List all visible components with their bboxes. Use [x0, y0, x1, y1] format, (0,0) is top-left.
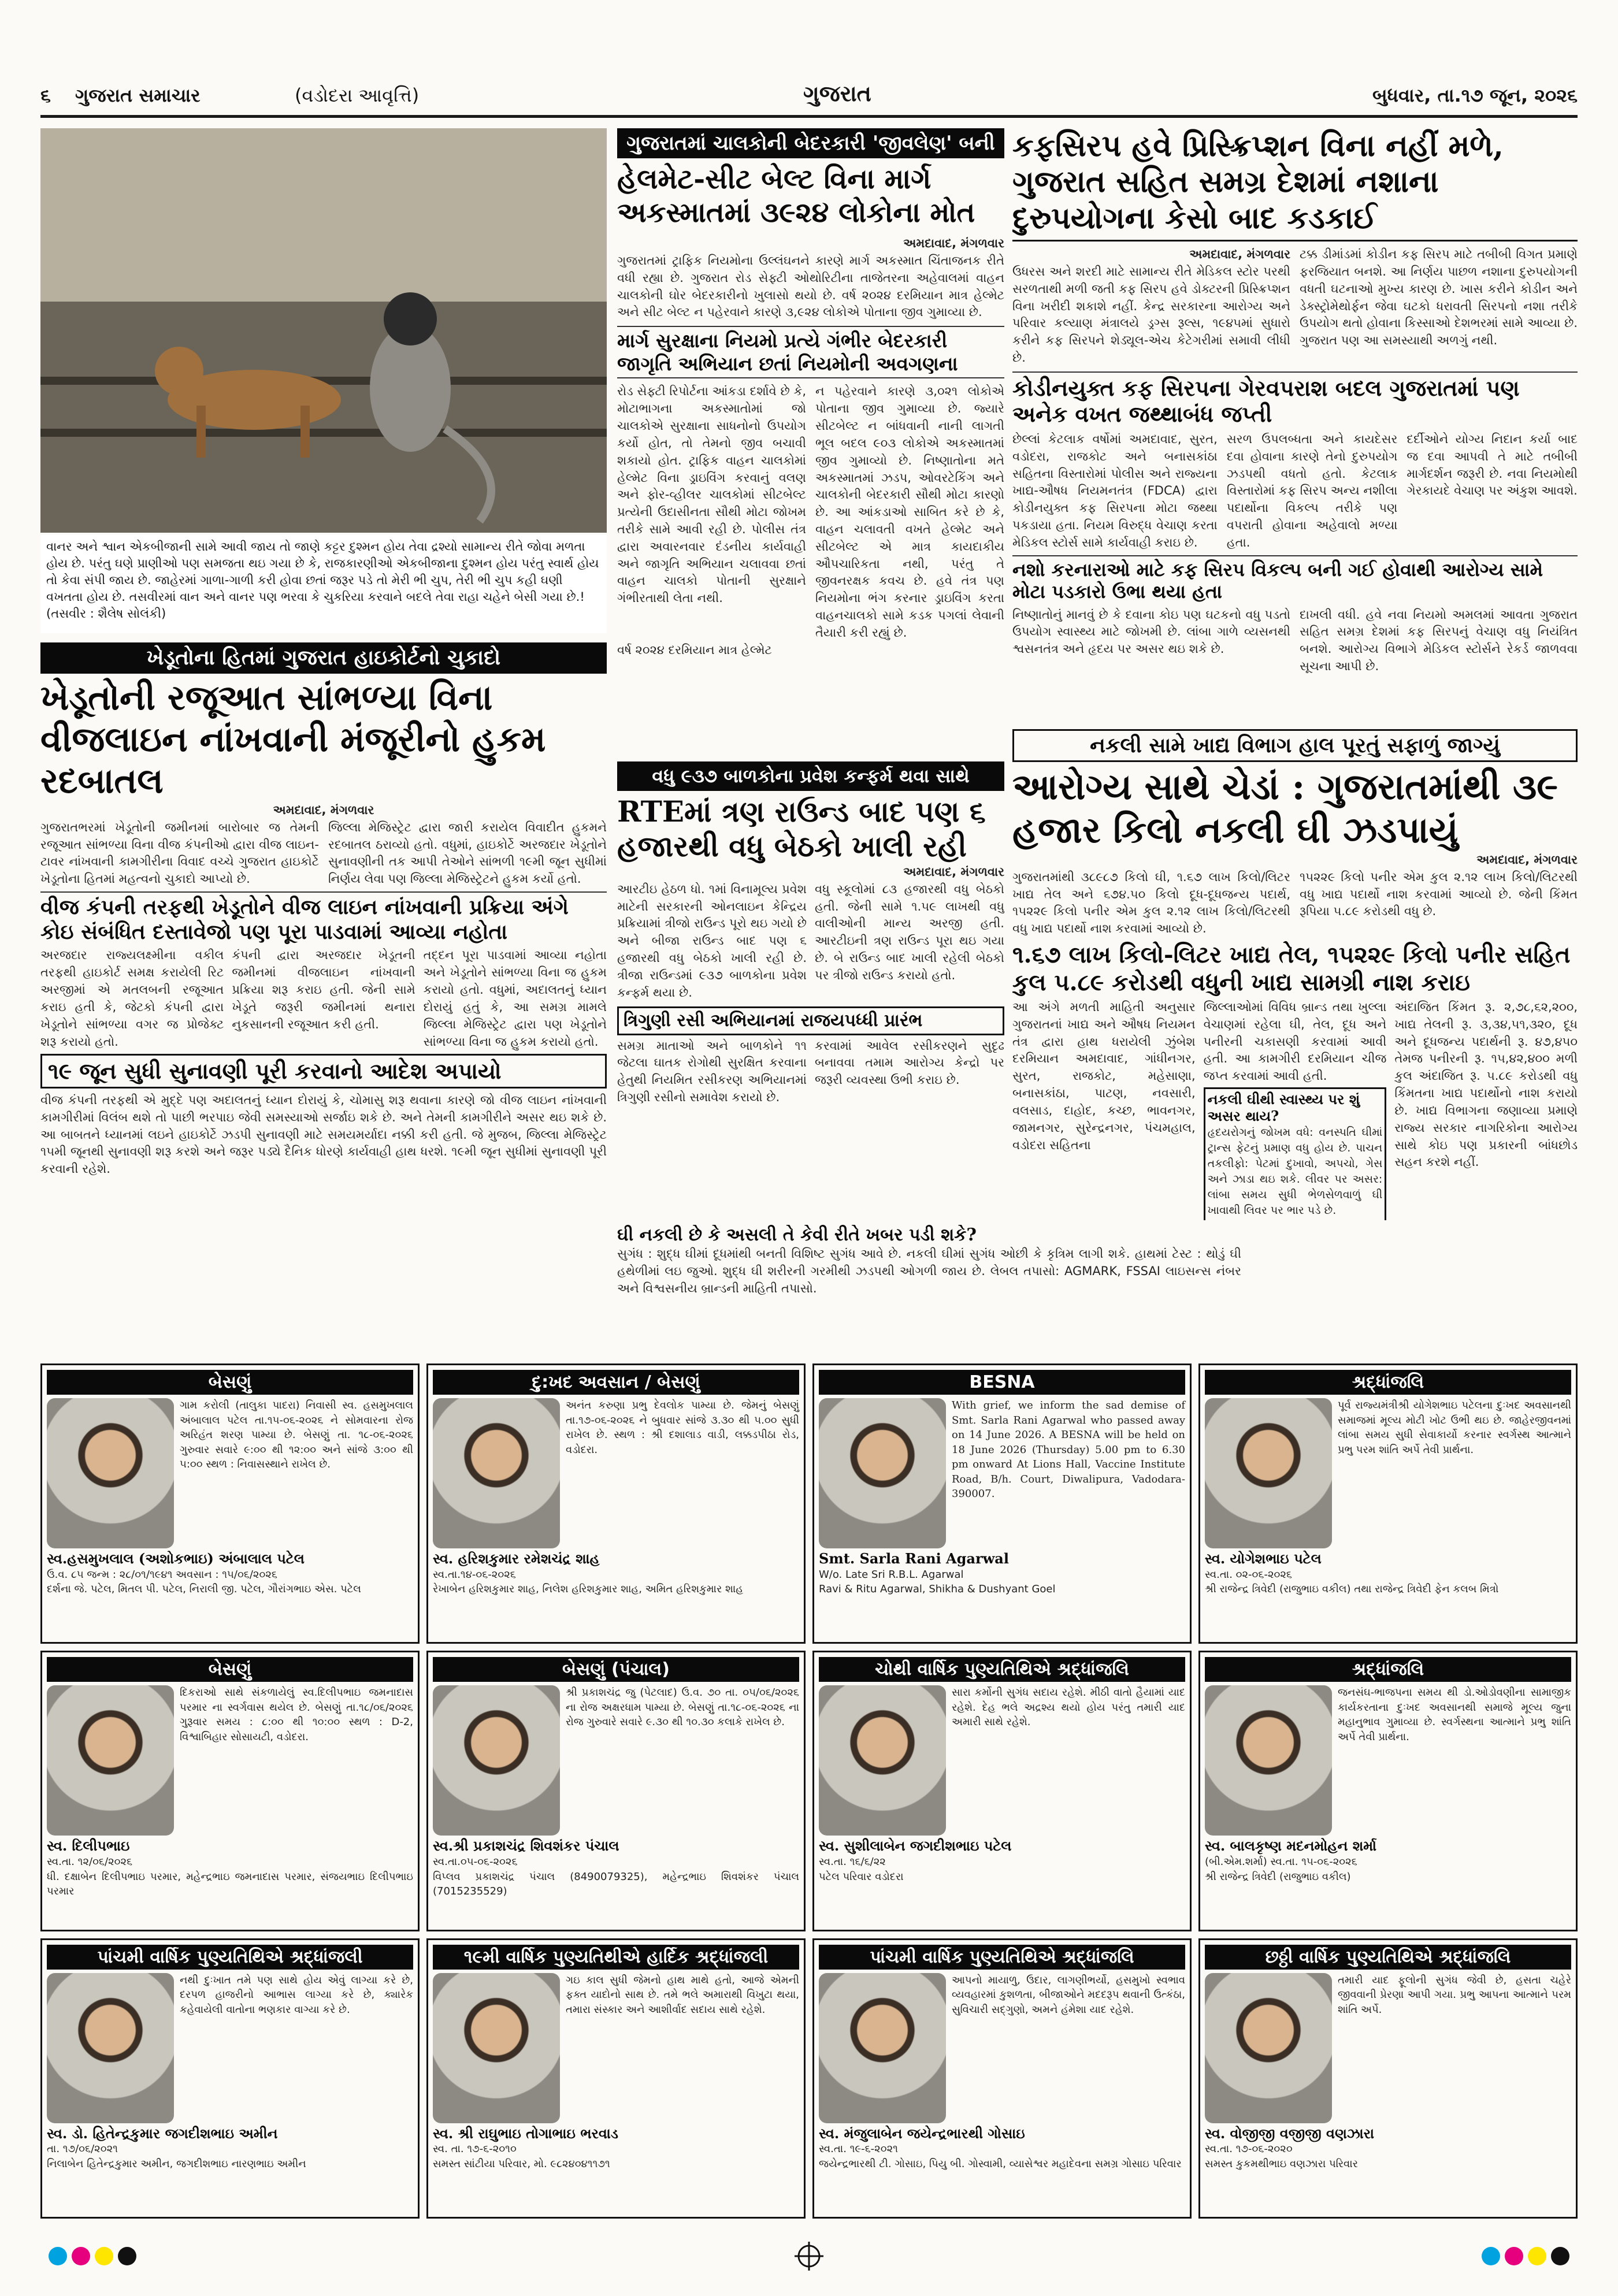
ghee-health-box — [1204, 1087, 1387, 1220]
notice-title: શ્રદ્ધાંજલિ — [1205, 1370, 1571, 1395]
notice-family: પટેલ પરિવાર વડોદરા — [819, 1870, 904, 1883]
notices-grid — [40, 1364, 1578, 2219]
portrait-photo — [47, 1398, 174, 1548]
notice-row — [819, 1398, 1185, 1548]
helmet-foot: વર્ષ ૨૦૨૪ દરમિયાન માત્ર હેલ્મેટ — [617, 642, 772, 657]
notice-family: શ્રી રાજેન્દ્ર ત્રિવેદી (રાજુભાઇ વકીલ) તથા રાજેન્દ્ર ત્રિવેદી ફેન કલબ મિત્રો — [1205, 1583, 1499, 1596]
notice-family: Ravi & Ritu Agarwal, Shikha & Dushyant Goel — [819, 1583, 1056, 1596]
hc-headline: ખેડૂતોની રજૂઆત સાંભળ્યા વિના વીજલાઇન નાંખવાની મંજૂરીનો હુકમ રદબાતલ — [40, 678, 546, 801]
notice-meta: ઉ.વ. ૮૫ જન્મ : ૨૮/૦૧/૧૯૪૧ અવસાન : ૧૫/૦૬/૨૦૨૬ — [47, 1568, 277, 1581]
ghee-box-body: હૃદયરોગનું જોખમ વધે: વનસ્પતિ ઘીમાં ટ્રાન્સ ફેટનું પ્રમાણ વધુ હોય છે. પાચન તકલીફો: પેટમાં દુખાવો, અપચો, ગેસ અને ઝાડા થઇ શકે. લીવર પર અસર: લાંબા સમય સુધી ભેળસેળવાળું ઘી ખાવાથી લિવર પર ભાર પડે છે. — [1207, 1125, 1383, 1217]
notice-card — [812, 1938, 1192, 2219]
ghee-col-3: આ અંગે મળતી માહિતી અનુસાર ગુજરાતનાં ખાદ્ય અને ઔષધ નિયમન તંત્ર દ્વારા હાથ ધરાયેલી ઝુંબેશ દરમિયાન અમદાવાદ, ગાંધીનગર, સુરત, રાજકોટ, મહેસાણા, બનાસકાંઠા, પાટણ, નવસારી, વલસાડ, દાહોદ, કચ્છ, ભાવનગર, જામનગર, સુરેન્દ્રનગર, પંચમહાલ, વડોદરા સહિતના — [1012, 1000, 1196, 1152]
portrait-photo — [819, 1685, 946, 1836]
notice-card — [426, 1364, 806, 1644]
notice-meta: સ્વ.તા. ૦૨-૦૬-૨૦૨૬ — [1205, 1568, 1292, 1581]
notice-family: સમસ્ત કુકમથીભાઇ વણઝારા પરિવાર — [1205, 2158, 1358, 2170]
cough-dateline: અમદાવાદ, મંગળવાર — [1189, 247, 1290, 262]
rte-story — [617, 761, 1004, 1220]
page-number: ૬ — [40, 84, 51, 106]
vaccine-col-1: સમગ્ર માતાઓ અને બાળકોને ૧૧ જેટલા ઘાતક રોગોથી સુરક્ષિત કરવાના હેતુથી નિયમિત રસીકરણ અભિયાનમાં ત્રિગુણી રસીનો સમાવેશ કરાયો છે. — [617, 1038, 807, 1104]
rte-headline: RTEમાં ત્રણ રાઉન્ડ બાદ પણ ૬ હજારથી વધુ બેઠકો ખાલી રહી — [617, 794, 986, 863]
notice-card — [1198, 1938, 1578, 2219]
cough-col-7: દાખલી વધી. હવે નવા નિયમો અમલમાં આવતા ગુજરાત સહિત સમગ્ર દેશમાં કફ સિરપનું વેચાણ વધુ નિયંત્રિત બનશે. આરોગ્ય વિભાગે મેડિકલ સ્ટોર્સને રેકર્ડ જાળવવા સૂચના આપી છે. — [1300, 607, 1578, 673]
notice-meta: (બી.એમ.શર્મા) સ્વ.તા. ૧૫-૦૬-૨૦૨૬ — [1205, 1856, 1357, 1868]
hc-dateline: અમદાવાદ, મંગળવાર — [273, 803, 374, 817]
notice-row — [819, 1973, 1185, 2123]
cough-col-6: નિષ્ણાતોનું માનવું છે કે દવાના કોઇ પણ ઘટકનો વધુ પડતો ઉપયોગ સ્વાસ્થ્ય માટે જોખમી છે. લાંબા ગાળે વ્યસનથી શ્વસનતંત્ર અને હૃદય પર અસર થઇ શકે છે. — [1012, 607, 1290, 656]
notice-name: સ્વ. મંજુલાબેન જયેન્દ્રભારથી ગોસાઇ — [819, 2124, 1025, 2142]
notice-family: જયેન્દ્રભારથી ટી. ગોસાઇ, પિયુ બી. ગોસ્વામી, વ્યાસેશ્વર મહાદેવના સમગ્ર ગોસાઇ પરિવાર — [819, 2158, 1182, 2170]
ghee-col-5: અંદાજિત કિંમત રૂ. ૨,૭૮,૬૨,૨૦૦, ખાદ્ય તેલની રૂ. ૩,૩૪,૫૧,૩૨૦, દૂધ અને દૂધજન્ય પદાર્થની રૂ. ૪૭,૪૫૦ તેમજ પનીરની રૂ. ૧૫,૪૨,૪૦૦ મળી કુલ અંદાજિત રૂ. ૫.૮૯ કરોડથી વધુ કિંમતના ખાદ્ય પદાર્થોનો નાશ કરાયો છે. ખાદ્ય વિભાગના જણાવ્યા પ્રમાણે રાજ્ય સરકાર નાગરિકોના આરોગ્ય સાથે કોઇ પણ પ્રકારની બાંધછોડ સહન કરશે નહીં. — [1394, 1000, 1578, 1169]
notice-row — [47, 1685, 413, 1836]
notice-body: જનસંઘ-ભાજપના સમય થી ડો.ઓડોવણીના સામાજીક કાર્યકરતાના દુઃખદ અવસાનથી સમાજે મૂલ્ય જુના મહાનુભાવ ગુમાવ્યા છે. સ્વર્ગસ્થના આત્માને પ્રભુ શાંતિ અર્પે તેવી પ્રાર્થના. — [1338, 1686, 1571, 1743]
notices-container — [40, 1364, 1578, 2219]
cough-col-1: ઉધરસ અને શરદી માટે સામાન્ય રીતે મેડિકલ સ્ટોર પરથી સરળતાથી મળી જતી કફ સિરપ હવે ડોક્ટરની પ્રિસ્ક્રિપ્શન વિના ખરીદી શકાશે નહીં. કેન્દ્ર સરકારના આરોગ્ય અને પરિવાર કલ્યાણ મંત્રાલયે ડ્રગ્સ રૂલ્સ, ૧૯૪૫માં સુધારો કરીને કફ સિરપને શેડ્યૂલ-એચ કેટેગરીમાં સમાવી લીધી છે. — [1012, 264, 1290, 365]
cough-col-3: છેલ્લાં કેટલાક વર્ષોમાં અમદાવાદ, સુરત, વડોદરા, રાજકોટ અને બનાસકાંઠા સહિતના વિસ્તારોમાં પોલીસ અને રાજ્યના ખાદ્ય-ઔષધ નિયમનતંત્ર (FDCA) દ્વારા કોડીનયુક્ત કફ સિરપના મોટા જથ્થા પકડાયા હતા. નિયમ વિરુદ્ધ વેચાણ કરતા મેડિકલ સ્ટોર્સ સામે કાર્યવાહી કરાઇ છે. — [1012, 432, 1218, 549]
hc-kicker: ખેડૂતોના હિતમાં ગુજરાત હાઇકોર્ટનો ચુકાદો — [40, 642, 607, 674]
notice-body: ગઇ કાલ સુધી જેમનો હાથ માથે હતો, આજે એમની ફક્ત યાદોનો સાથ છે. તમે ભલે અમારાથી વિખુટા થયા, તમારા સંસ્કાર અને આશીર્વાદ સદાય સાથે રહેશે. — [566, 1974, 799, 2016]
notice-card — [40, 1364, 420, 1644]
portrait-photo — [47, 1685, 174, 1836]
hc-col-5: તદ્દન પૂરા પાડવામાં આવ્યા નહોતા અને ખેડૂતોને સાંભળ્યા વિના જ હુકમ કરાયો હતો. વધુમાં, અદાલતનું ધ્યાન દોરાયું હતું કે, આ સમગ્ર મામલે જિલ્લા મેજિસ્ટ્રેટ દ્વારા પણ ખેડૂતોને સાંભળ્યા વિના જ હુકમ કરાયો હતો. — [423, 948, 607, 1049]
cough-subhead-2: નશો કરનારાઓ માટે કફ સિરપ વિકલ્પ બની ગઈ હોવાથી આરોગ્ય સામે મોટા પડકારો ઉભા થયા હતા — [1012, 555, 1578, 603]
hc-subhead: વીજ કંપની તરફથી ખેડૂતોને વીજ લાઇન નાંખવાની પ્રક્રિયા અંગે કોઇ સંબંધિત દસ્તાવેજો પણ પૂરા પાડવામાં આવ્યા નહોતા — [40, 891, 607, 945]
notice-meta: સ્વ.તા.૦૫-૦૬-૨૦૨૬ — [433, 1856, 518, 1868]
notice-name: સ્વ. દિલીપભાઇ — [47, 1837, 130, 1855]
notice-card — [40, 1938, 420, 2219]
notice-body: નથી દુઃખાત તમે પણ સાથે હોય એવું લાગ્યા કરે છે, દરપળ હાજરીનો આભાસ લાગ્યા કરે છે, ક્યારેક કહેવાયેલી વાતોના ભણકાર વાગ્યા કરે છે. — [180, 1974, 413, 2016]
notice-body: આપનો માયાળુ, ઉદાર, લાગણીભર્યો, હસમુખો સ્વભાવ વ્યવહારમાં કુશળતા, બીજાઓને મદદરૂપ થવાની ઉત્કંઠા, સુવિચારી સદ્ગુણો, અમને હંમેશા યાદ રહેશે. — [952, 1974, 1185, 2016]
notice-row — [433, 1685, 799, 1836]
notice-name: સ્વ. વોજીજી વજીજી વણઝારા — [1205, 2124, 1374, 2142]
notice-row — [433, 1398, 799, 1548]
notice-family: વિપ્લવ પ્રકાશચંદ્ર પંચાલ (8490079325), મહેન્દ્રભાઇ શિવશંકર પંચાલ (7015235529) — [433, 1870, 799, 1898]
registration-strip — [40, 2242, 1578, 2271]
notice-row — [47, 1973, 413, 2123]
cough-top-columns — [1012, 246, 1578, 367]
vaccine-columns — [617, 1038, 1004, 1106]
notice-title: ચોથી વાર્ષિક પુણ્યતિથિએ શ્રદ્ધાંજલિ — [819, 1657, 1185, 1682]
notice-row — [1205, 1973, 1571, 2123]
vaccine-col-2: કરવામાં આવેલ રસીકરણને સુદૃઢ બનાવવા તમામ આરોગ્ય કેન્દ્રો પર જરૂરી વ્યવસ્થા ઉભી કરાઇ છે. — [815, 1038, 1004, 1087]
notice-body: With grief, we inform the sad demise of Smt. Sarla Rani Agarwal who passed away on 14 June 2026. A BESNA will be held on 18 June 2026 (Thursday) 5.00 pm to 6.30 pm onward At Lions Hall, Vaccine Institute Road, B/h. Court, Diwalipura, Vadodara-390007. — [952, 1399, 1185, 1500]
helmet-headline: હેલમેટ-સીટ બેલ્ટ વિના માર્ગ અકસ્માતમાં ૩૯૨૪ લોકોના મોત — [617, 163, 975, 229]
ghee-bottom-columns — [1012, 999, 1578, 1220]
ghee-col-1: ગુજરાતમાંથી ૩૮૯૮૭ કિલો ઘી, ૧.૬૭ લાખ કિલો/લિટર ખાદ્ય તેલ અને ૬૭૪.૫૦ કિલો દૂધ-દૂધજન્ય પદાર્થ, ૧૫૨૨૯ કિલો પનીર એમ કુલ ૨.૧૨ લાખ કિલો/લિટરથી વધુ ખાદ્ય પદાર્થો નાશ કરવામાં આવ્યો છે. — [1012, 870, 1290, 936]
ghee-subhead: ૧.૬૭ લાખ કિલો-લિટર ખાદ્ય તેલ, ૧૫૨૨૯ કિલો પનીર સહિત કુલ ૫.૮૯ કરોડથી વધુની ખાદ્ય સામગ્રી નાશ કરાઇ — [1012, 941, 1571, 997]
edition: (વડોદરા આવૃત્તિ) — [295, 84, 420, 106]
news-photo — [40, 128, 607, 533]
ghee-quiz-title: ઘી નકલી છે કે અસલી તે કેવી રીતે ખબર પડી શકે? — [617, 1225, 977, 1245]
issue-date: બુધવાર, તા.૧૭ જૂન, ૨૦૨૬ — [1372, 84, 1578, 106]
cough-headline: કફસિરપ હવે પ્રિસ્ક્રિપ્શન વિના નહીં મળે, ગુજરાત સહિત સમગ્ર દેશમાં નશાના દુરુપયોગના કેસો બાદ કડકાઈ — [1012, 128, 1578, 242]
hc-col-2: જિલ્લા મેજિસ્ટ્રેટ દ્વારા જારી કરાયેલ વિવાદીત હુકમને રદબાતલ ઠરાવ્યો હતો. વધુમાં, હાઇકોર્ટે અરજદાર ખેડૂતોને સુનાવણીની તક આપી તેઓને સાંભળી ૧૯મી જૂન સુધીમાં નિર્ણય લેવા પણ જિલ્લા મેજિસ્ટ્રેટને હુકમ કર્યો હતો. — [328, 820, 607, 886]
portrait-photo — [819, 1398, 946, 1548]
hc-col-3: અરજદાર રાજ્યલક્ષ્મીના વકીલ તરફથી હાઇકોર્ટ સમક્ષ કરાયેલી રિટ અરજીમાં એ મતલબની રજૂઆત કરાઇ હતી કે, જેટકો કંપની દ્વારા ખેડૂતોને સાંભળ્યા વગર જ પ્રોજેક્ટ શરૂ કરાયો હતો. — [40, 948, 224, 1049]
notice-card — [426, 1651, 806, 1931]
rte-kicker: વધુ ૯૩૭ બાળકોના પ્રવેશ કન્ફર્મ થવા સાથે — [617, 761, 1004, 791]
notice-family: દર્શના જે. પટેલ, મિતલ પી. પટેલ, નિરાલી જી. પટેલ, ગૌરાંગભાઇ એસ. પટેલ — [47, 1583, 361, 1596]
notice-body: તમારી યાદ ફૂલોની સુગંધ જેવી છે, હસતા ચહેરે જીવવાની પ્રેરણા આપી ગયા. પ્રભુ આપના આત્માને પરમ શાંતિ અર્પે. — [1338, 1974, 1571, 2016]
ghee-dateline: અમદાવાદ, મંગળવાર — [1476, 852, 1578, 867]
registration-marks — [40, 2242, 1578, 2271]
notice-body: પૂર્વ રાજ્યમંત્રીશ્રી યોગેશભાઇ પટેલના દુઃખદ અવસાનથી સમાજમાં મૂલ્ય મોટી ખોટ ઉભી થઇ છે. જાહેરજીવનમાં લાંબા સમય સુધી સેવાકાર્યો કરનાર સ્વર્ગસ્થ આત્માને પ્રભુ પરમ શાંતિ અર્પે તેવી પ્રાર્થના. — [1338, 1399, 1571, 1456]
notice-family: ધી. દક્ષાબેન દિલીપભાઇ પરમાર, મહેન્દ્રભાઇ જમનાદાસ પરમાર, સંજયભાઇ દિલીપભાઇ પરમાર — [47, 1870, 413, 1898]
hc-mid-columns — [40, 947, 607, 1050]
masthead — [40, 73, 1578, 118]
ghee-col-2: ૧૫૨૨૯ કિલો પનીર એમ કુલ ૨.૧૨ લાખ કિલો/લિટરથી વધુ ખાદ્ય પદાર્થો નાશ કરવામાં આવ્યો છે. જેની કિંમત રૂપિયા ૫.૮૯ કરોડથી વધુ છે. — [1300, 870, 1578, 919]
helmet-dateline: અમદાવાદ, મંગળવાર — [903, 236, 1004, 251]
cough-col-4: સરળ ઉપલબ્ધતા અને કાયદેસર દવા હોવાના કારણે તેનો દુરુપયોગ ઝડપથી વધતો હતો. કેટલાક વિસ્તારોમાં કફ સિરપ અન્ય નશીલા પદાર્થોના વિકલ્પ તરીકે પણ વપરાતી હોવાના અહેવાલો મળ્યા હતા. — [1226, 432, 1398, 549]
portrait-photo — [433, 1973, 560, 2123]
hc-col-1: ગુજરાતભરમાં ખેડૂતોની જમીનમાં બારોબાર જ તેમની રજૂઆત સાંભળ્યા વિના વીજ કંપનીઓ દ્વારા વીજ લાઇન-ટાવર નાંખવાની કામગીરીના વિવાદ વચ્ચે ગુજરાત હાઇકોર્ટે ખેડૂતોના હિતમાં મહત્વનો ચુકાદો આપ્યો છે. — [40, 820, 319, 886]
notice-family: સમસ્ત સાંટીયા પરિવાર, મો. ૯૮૨૪૦૪૧૧૭૧ — [433, 2158, 610, 2170]
portrait-photo — [1205, 1685, 1332, 1836]
ghee-quiz-body: સુગંધ : શુદ્ધ ઘીમાં દૂધમાંથી બનતી વિશિષ્ટ સુગંધ આવે છે. નકલી ઘીમાં સુગંધ ઓછી કે કૃત્રિમ લાગી શકે. હાથમાં ટેસ્ટ : થોડું ઘી હથેળીમાં લઇ જુઓ. શુદ્ધ ઘી શરીરની ગરમીથી ઝડપથી ઓગળી જાય છે. લેબલ તપાસો: AGMARK, FSSAI લાઇસન્સ નંબર અને વિશ્વસનીય બ્રાન્ડની માહિતી તપાસો. — [617, 1247, 1241, 1295]
notice-name: સ્વ. શ્રી રાઘુભાઇ તોગાભાઇ ભરવાડ — [433, 2124, 618, 2142]
notice-title: બેસણું — [47, 1370, 413, 1395]
notice-body: ગામ કરોલી (તાલુકા પાદરા) નિવાસી સ્વ. હસમુખલાલ અંબાલાલ પટેલ તા.૧૫-૦૬-૨૦૨૬ ને સોમવારના રોજ અરિહંત શરણ પામ્યા છે. બેસણું તા. ૧૮-૦૬-૨૦૨૬ ગુરુવાર સવારે ૯:૦૦ થી ૧૨:૦૦ અને સાંજે ૩:૦૦ થી ૫:૦૦ સ્થળ : નિવાસસ્થાને રાખેલ છે. — [180, 1399, 413, 1471]
notice-meta: સ્વ.તા. ૧૬/૬/૨૨ — [819, 1856, 886, 1868]
notice-card — [426, 1938, 806, 2219]
notice-title: પાંચમી વાર્ષિક પુણ્યતિથિએ શ્રદ્ધાંજલી — [47, 1945, 413, 1970]
notice-name: સ્વ.શ્રી પ્રકાશચંદ્ર શિવશંકર પંચાલ — [433, 1837, 619, 1855]
notice-row — [433, 1973, 799, 2123]
portrait-photo — [433, 1398, 560, 1548]
ghee-story — [1012, 729, 1578, 1220]
notice-row — [819, 1685, 1185, 1836]
monkey-dog-photo — [40, 128, 607, 533]
notice-card — [812, 1364, 1192, 1644]
cough-mid-columns — [1012, 431, 1578, 552]
notice-name: સ્વ. સુશીલાબેન જગદીશભાઇ પટેલ — [819, 1837, 1012, 1855]
notice-title: છઠ્ઠી વાર્ષિક પુણ્યતિથિએ શ્રદ્ધાંજલિ — [1205, 1945, 1571, 1970]
notice-body: અનંત કરુણા પ્રભુ દેવલોક પામ્યા છે. જેમનું બેસણું તા.૧૭-૦૬-૨૦૨૬ ને બુધવાર સાંજે ૩.૩૦ થી ૫.૦૦ સુધી રાખેલ છે. સ્થળ : શ્રી દશાલાડ વાડી, લક્કડપીઠા રોડ, વડોદરા. — [566, 1399, 799, 1456]
notice-family: રેખાબેન હરિશકુમાર શાહ, નિલેશ હરિશકુમાર શાહ, અમિત હરિશકુમાર શાહ — [433, 1583, 744, 1596]
notice-row — [1205, 1685, 1571, 1836]
ghee-box-title: નકલી ઘીથી સ્વાસ્થ્ય પર શું અસર થાય? — [1207, 1091, 1360, 1124]
notice-row — [1205, 1398, 1571, 1548]
hc-col-4: કંપની દ્વારા અરજદાર ખેડૂતની જમીનમાં વીજલાઇન નાંખવાની પ્રક્રિયા શરૂ કરાઇ હતી. જેની સામે ખેડૂતે જરૂરી જમીનમાં થનારા નુકસાનની રજૂઆત કરી હતી. — [232, 948, 415, 1031]
portrait-photo — [1205, 1398, 1332, 1548]
notice-card — [1198, 1364, 1578, 1644]
rte-col-2: વધુ સ્કૂલોમાં ૮૩ હજારથી વધુ બેઠકો હતી. જેની સામે ૧.૫૯ લાખથી વધુ વાલીઓની માન્ય અરજી હતી. આરટીઇની ત્રણ રાઉન્ડ પૂરા થઇ ગયા છે. બે રાઉન્ડ બાદ ખાલી રહેલી બેઠકો પર ત્રીજો રાઉન્ડ કરાયો હતો. — [815, 882, 1004, 982]
vaccine-subhead: ત્રિગુણી રસી અભિયાનમાં રાજયપધ્ધી પ્રારંભ — [617, 1006, 1004, 1035]
cough-col-5: દર્દીઓને યોગ્ય નિદાન કર્યા બાદ જ દવા આપવી તે માટે તબીબી માર્ગદર્શન જરૂરી છે. નવા નિયમોથી ગેરકાયદે વેચાણ પર અંકુશ આવશે. — [1407, 432, 1578, 498]
section-title: ગુજરાત — [803, 81, 871, 106]
notice-meta: સ્વ. તા. ૧૭-૬-૨૦૧૦ — [433, 2143, 517, 2156]
notice-name: સ્વ. ડો. હિતેન્દ્રકુમાર જગદીશભાઇ અમીન — [47, 2124, 278, 2142]
notice-meta: સ્વ.તા.૧૪-૦૬-૨૦૨૬ — [433, 1568, 516, 1581]
helmet-columns — [617, 383, 1004, 641]
photo-caption: વાનર અને શ્વાન એકબીજાની સામે આવી જાય તો જાણે કટ્ટર દુશ્મન હોય તેવા દ્રશ્યો સામાન્ય રીતે જોવા મળતા હોય છે. પરંતુ ઘણે પ્રાણીઓ પણ સમજતા થઇ ગયા છે કે, રાજકારણીઓ એકબીજાના દુશ્મન હોય પરંતુ સ્વાર્થ હોય તો કેવા સંપી જાય છે. જાહેરમાં ગાળા-ગાળી કરી હોવા છતાં જરૂર પડે તો મેરી ભી ચુપ, તેરી ભી ચુપ કહી ઘણી વખતતા હોય છે. તસવીરમાં વાન અને વાનર પણ ભરવા કે ચુકરિયા કરવાને બદલે તેવા રાહા ચહેને બેસી ગયા છે.! (તસવીર : શૈલેષ સોલંકી) — [40, 535, 607, 633]
notice-body: સારા કર્મોની સુગંધ સદાય રહેશે. મીઠી વાતો હૈયામાં યાદ રહેશે. દેહ ભલે અદ્રશ્ય થયો હોય પરંતુ તમારી યાદ અમારી સાથે રહેશે. — [952, 1686, 1185, 1729]
notice-family: નિલાબેન હિતેન્દ્રકુમાર અમીન, જગદીશભાઇ નારણભાઇ અમીન — [47, 2158, 306, 2170]
cough-subhead: કોડીનયુક્ત કફ સિરપના ગેરવપરાશ બદલ ગુજરાતમાં પણ અનેક વખત જથ્થાબંધ જપ્તી — [1012, 371, 1578, 428]
cough-bottom-columns — [1012, 607, 1578, 675]
notice-title: ૧૯મી વાર્ષિક પુણ્યતિથીએ હાર્દિક શ્રદ્ધાંજલી — [433, 1945, 799, 1970]
portrait-photo — [433, 1685, 560, 1836]
notice-title: બેસણું (પંચાલ) — [433, 1657, 799, 1682]
notice-name: સ્વ.હસમુખલાલ (અશોકભાઇ) અંબાલાલ પટેલ — [47, 1550, 305, 1567]
notice-meta: સ્વ.તા. ૧૭-૦૬-૨૦૨૦ — [1205, 2143, 1293, 2156]
notice-card — [40, 1651, 420, 1931]
notice-body: દિકરાઓ સાથે સંકળાયેલું સ્વ.દિલીપભાઇ જમનાદાસ પરમાર ના સ્વર્ગવાસ થયેલ છે. બેસણું તા.૧૮/૦૬/૨૦૨૬ ગુરૂવાર સમય : ૮:૦૦ થી ૧૦:૦૦ સ્થળ : D-2, વિશ્વાબિહાર સોસાયટી, વડોદરા. — [180, 1686, 413, 1743]
notice-name: સ્વ. હરિશકુમાર રમેશચંદ્ર શાહ — [433, 1550, 600, 1567]
ghee-middle-wrap — [1204, 999, 1387, 1220]
helmet-subhead: માર્ગ સુરક્ષાના નિયમો પ્રત્યે ગંભીર બેદરકારી જાગૃતિ અભિયાન છતાં નિયમોની અવગણના — [617, 326, 1004, 378]
helmet-col-1: રોડ સેફ્ટી રિપોર્ટના આંકડા દર્શાવે છે કે, મોટાભાગના અકસ્માતોમાં જો ચાલકોએ સુરક્ષાના સાધનોનો ઉપયોગ કર્યો હોત, તો તેમનો જીવ બચાવી શકાયો હોત. ટ્રાફિક વાહન ચાલકોમાં હેલ્મેટ વિના ડ્રાઇવિંગ કરવાનું વલણ અને ફોર-વ્હીલર ચાલકોમાં સીટબેલ્ટ પ્રત્યેની ઉદાસીનતા સૌથી મોટા જોખમ તરીકે સામે આવી રહી છે. પોલીસ તંત્ર દ્વારા અવારનવાર દંડનીય કાર્યવાહી અને જાગૃતિ અભિયાન ચલાવવા છતાં વાહન ચાલકો પોતાની સુરક્ષાને ગંભીરતાથી લેતા નથી. — [617, 384, 806, 605]
helmet-lead: ગુજરાતમાં ટ્રાફિક નિયમોના ઉલ્લંઘનને કારણે માર્ગ અકસ્માત ચિંતાજનક રીતે વધી રહ્યા છે. ગુજરાત રોડ સેફ્ટી ઓથોરિટીના તાજેતરના અહેવાલમાં વાહન ચાલકોની ઘોર બેદરકારીનો ખુલાસો થયો છે. વર્ષ ૨૦૨૪ દરમિયાન માત્ર હેલ્મેટ અને સીટ બેલ્ટ ન પહેરવાને કારણે ૩,૯૨૪ લોકોએ પોતાના જીવ ગુમાવ્યા છે. — [617, 254, 1004, 319]
notice-title: દુ:ખદ અવસાન / બેસણું — [433, 1370, 799, 1395]
rte-columns — [617, 881, 1004, 1002]
hc-subhead-2: ૧૯ જૂન સુધી સુનાવણી પૂરી કરવાનો આદેશ અપાયો — [40, 1054, 607, 1088]
notice-title: બેસણું — [47, 1657, 413, 1682]
paper-name: ગુજરાત સમાચાર — [75, 84, 201, 106]
helmet-kicker: ગુજરાતમાં ચાલકોની બેદરકારી 'જીવલેણ' બની — [617, 128, 1004, 158]
notice-name: Smt. Sarla Rani Agarwal — [819, 1550, 1009, 1567]
hc-top-columns — [40, 819, 607, 888]
hc-story — [40, 642, 607, 1220]
helmet-col-2: ન પહેરવાને કારણે ૩,૦૨૧ લોકોએ પોતાના જીવ ગુમાવ્યા છે. જ્યારે સીટબેલ્ટ ન બાંધવાની નાની લાગતી ભૂલ બદલ ૯૦૩ લોકોએ અકસ્માતમાં જીવ ગુમાવ્યો છે. નિષ્ણાતોના મતે અકસ્માતમાં ઝડપ, ઓવરટેકિંગ અને ચાલકોની બેદરકારી સૌથી મોટા કારણો છે. આ આંકડાઓ સાબિત કરે છે કે, વાહન ચલાવતી વખતે હેલ્મેટ અને સીટબેલ્ટ એ માત્ર કાયદાકીય ઔપચારિકતા નથી, પરંતુ તે જીવનરક્ષક કવચ છે. હવે તંત્ર પણ નિયમોના ભંગ કરનાર ડ્રાઇવિંગ કરતા વાહનચાલકો સામે કડક પગલાં લેવાની તૈયારી કરી રહ્યું છે. — [815, 384, 1004, 640]
portrait-photo — [47, 1973, 174, 2123]
notice-title: પાંચમી વાર્ષિક પુણ્યતિથિએ શ્રદ્ધાંજલિ — [819, 1945, 1185, 1970]
ghee-col-4: જિલ્લાઓમાં વિવિધ બ્રાન્ડ તથા ખુલ્લા વેચાણમાં રહેલા ઘી, તેલ, દૂધ અને પનીરની ચકાસણી કરવામાં આવી હતી. આ કામગીરી દરમિયાન ચીજ જપ્ત કરવામાં આવી હતી. — [1203, 1000, 1387, 1083]
hc-col-6: વીજ કંપની તરફથી એ મુદ્દે પણ અદાલતનું ધ્યાન દોરાયું કે, ચોમાસુ શરૂ થવાના કારણે જો વીજ લાઇન નાંખવાની કામગીરીમાં વિલંબ થશે તો પાછી ભરપાઇ જેવી સમસ્યાઓ સર્જાઇ શકે છે. અને તેમની કામગીરીને અસર થઇ શકે છે. આ બાબતને ધ્યાનમાં લઇને હાઇકોર્ટે ઝડપી સુનાવણી માટે સમયમર્યાદા નક્કી કરી હતી. જે મુજબ, જિલ્લા મેજિસ્ટ્રેટ ૧૫મી જૂનથી સુનાવણી શરૂ કરશે અને જરૂર પડ્યે દૈનિક ધોરણે કાર્યવાહી હાથ ધરશે. ૧૯મી જૂન સુધીમાં સુનાવણી પૂરી કરવાની રહેશે. — [40, 1093, 607, 1176]
notice-body: શ્રી પ્રકાશચંદ્ર જુ (પેટલાદ) ઉ.વ. ૭૦ તા. ૦૫/૦૬/૨૦૨૬ ના રોજ અક્ષરધામ પામ્યા છે. બેસણું તા.૧૮-૦૬-૨૦૨૬ ના રોજ ગુરુવારે સવારે ૯.૩૦ થી ૧૦.૩૦ કલાકે રાખેલ છે. — [566, 1686, 799, 1729]
notice-card — [812, 1651, 1192, 1931]
cough-col-1-wrap — [1012, 246, 1290, 367]
notice-family: શ્રી રાજેન્દ્ર ત્રિવેદી (રાજુભાઇ વકીલ) — [1205, 1870, 1351, 1883]
notice-meta: સ્વ.તા. ૧૨/૦૬/૨૦૨૬ — [47, 1856, 133, 1868]
ghee-headline: આરોગ્ય સાથે ચેડાં : ગુજરાતમાંથી ૩૯ હજાર કિલો નકલી ઘી ઝડપાયું — [1012, 766, 1558, 851]
ghee-quiz — [617, 1225, 1241, 1358]
cough-col-2: ટક્ક ડીમાંડમાં કોડીન કફ સિરપ માટે તબીબી વિગત પ્રમાણે ફરજિયાત બનશે. આ નિર્ણય પાછળ નશાના દુરુપયોગની વધતી ઘટનાઓ મુખ્ય કારણ છે. ખાસ કરીને કોડીન અને ડેક્સ્ટ્રોમેથોર્ફન જેવા ઘટકો ધરાવતી સિરપનો નશા તરીકે ઉપયોગ થતો હોવાના કિસ્સાઓ દેશભરમાં સામે આવ્યા છે. ગુજરાત પણ આ સમસ્યાથી અળગું નથી. — [1300, 247, 1578, 348]
ghee-kicker: નકલી સામે ખાદ્ય વિભાગ હાલ પૂરતું સફાળું જાગ્યું — [1012, 729, 1578, 762]
notice-meta: W/o. Late Sri R.B.L. Agarwal — [819, 1568, 964, 1581]
notice-row — [47, 1398, 413, 1548]
ghee-top-columns — [1012, 869, 1578, 938]
notice-name: સ્વ. બાલકૃષ્ણ મદનમોહન શર્મા — [1205, 1837, 1377, 1855]
rte-dateline: અમદાવાદ, મંગળવાર — [903, 865, 1004, 879]
helmet-story — [617, 128, 1004, 756]
notice-title: શ્રદ્ધાંજલિ — [1205, 1657, 1571, 1682]
notice-title: BESNA — [819, 1370, 1185, 1395]
portrait-photo — [819, 1973, 946, 2123]
cough-story — [1012, 128, 1578, 723]
portrait-photo — [1205, 1973, 1332, 2123]
notice-meta: સ્વ.તા. ૧૯-૬-૨૦૨૧ — [819, 2143, 898, 2156]
rte-col-1: આરટીઇ હેઠળ ધો. ૧માં વિનામૂલ્ય પ્રવેશ માટેની સરકારની ઓનલાઇન કેન્દ્રિય પ્રક્રિયામાં ત્રીજો રાઉન્ડ પૂરો થઇ ગયો છે અને બીજા રાઉન્ડ બાદ પણ ૬ હજારથી વધુ બેઠકો ખાલી રહી છે. ત્રીજા રાઉન્ડમાં ૯૩૭ બાળકોના પ્રવેશ કન્ફર્મ થયા છે. — [617, 882, 807, 1000]
notice-meta: તા. ૧૭/૦૬/૨૦૨૧ — [47, 2143, 118, 2156]
notice-card — [1198, 1651, 1578, 1931]
notice-name: સ્વ. યોગેશભાઇ પટેલ — [1205, 1550, 1322, 1567]
